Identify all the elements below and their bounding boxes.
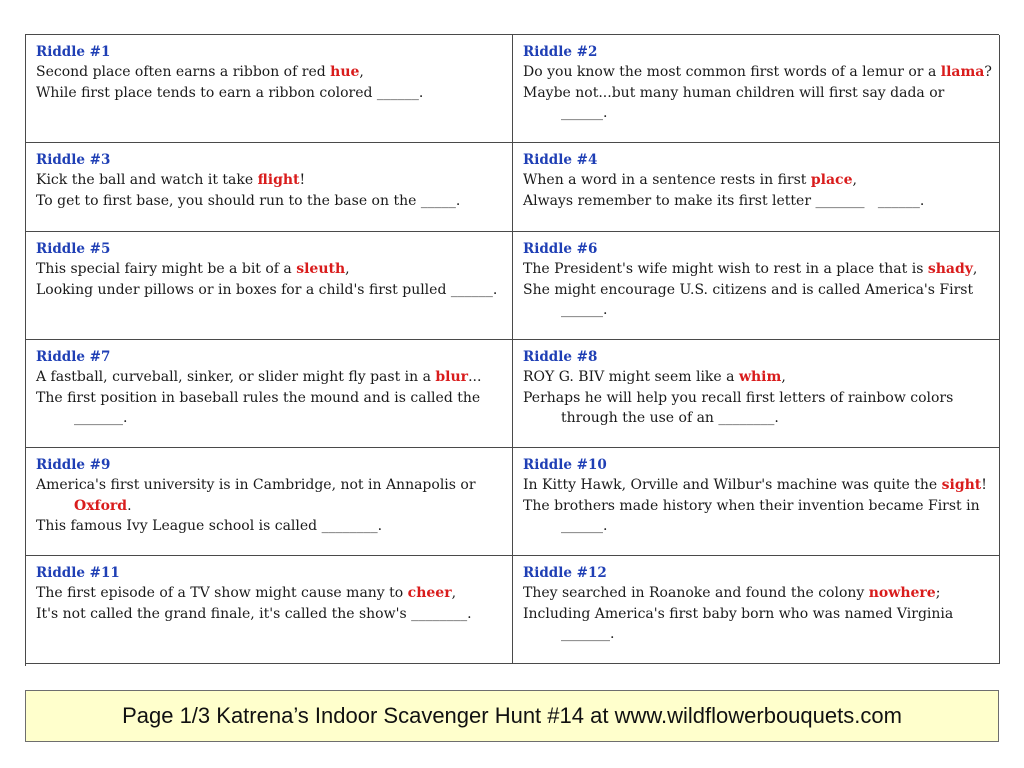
riddle-keyword: nowhere bbox=[868, 585, 936, 601]
riddle-cell-11 bbox=[26, 556, 513, 664]
riddle-title: Riddle #2 bbox=[523, 44, 598, 60]
riddle-line: This special fairy might be a bit of a sleuth, bbox=[36, 261, 350, 277]
riddle-keyword: llama bbox=[940, 64, 985, 80]
riddle-line: The brothers made history when their invention became First in bbox=[523, 497, 980, 514]
riddle-line: Looking under pillows or in boxes for a child's first pulled ______. bbox=[36, 281, 498, 298]
riddle-line: This famous Ivy League school is called ________. bbox=[36, 518, 383, 534]
riddle-line: They searched in Roanoke and found the colony nowhere; bbox=[523, 585, 941, 601]
riddle-line: A fastball, curveball, sinker, or slider might fly past in a blur... bbox=[36, 369, 482, 385]
riddle-line: To get to first base, you should run to the base on the _____. bbox=[36, 192, 461, 209]
riddle-line: Maybe not...but many human children will first say dada or bbox=[523, 84, 945, 101]
riddle-title: Riddle #6 bbox=[523, 241, 598, 257]
riddle-keyword: whim bbox=[738, 369, 782, 385]
riddle-keyword: blur bbox=[435, 369, 469, 385]
riddle-keyword: sleuth bbox=[296, 261, 346, 277]
riddle-keyword: flight bbox=[257, 172, 300, 188]
riddle-keyword: cheer bbox=[407, 585, 452, 601]
riddle-line: While first place tends to earn a ribbon colored ______. bbox=[36, 84, 424, 101]
riddle-grid bbox=[25, 34, 999, 666]
riddle-cell-3 bbox=[26, 143, 513, 232]
page-footer-banner: Page 1/3 Katrena’s Indoor Scavenger Hunt #14 at www.wildflowerbouquets.com bbox=[25, 690, 999, 742]
riddle-cell-7 bbox=[26, 340, 513, 448]
riddle-line: ______. bbox=[561, 518, 608, 534]
riddle-title: Riddle #11 bbox=[36, 565, 120, 581]
riddle-title: Riddle #10 bbox=[523, 457, 607, 473]
riddle-cell-1 bbox=[26, 35, 513, 143]
riddle-line: The first position in baseball rules the mound and is called the bbox=[36, 389, 481, 406]
riddle-line: Perhaps he will help you recall first letters of rainbow colors bbox=[523, 389, 954, 406]
riddle-line: The first episode of a TV show might cause many to cheer, bbox=[36, 585, 457, 601]
riddle-line: Oxford. bbox=[74, 497, 132, 514]
riddle-title: Riddle #4 bbox=[523, 152, 598, 168]
riddle-line: Kick the ball and watch it take flight! bbox=[36, 172, 306, 188]
riddle-cell-10 bbox=[513, 448, 1000, 556]
riddle-line: In Kitty Hawk, Orville and Wilbur's machine was quite the sight! bbox=[523, 477, 987, 493]
riddle-line: Do you know the most common first words of a lemur or a llama? bbox=[523, 64, 992, 80]
riddle-cell-6 bbox=[513, 232, 1000, 340]
riddle-line: ______. bbox=[561, 105, 608, 121]
riddle-title: Riddle #3 bbox=[36, 152, 111, 168]
riddle-line: When a word in a sentence rests in first place, bbox=[523, 172, 857, 188]
riddle-cell-8 bbox=[513, 340, 1000, 448]
riddle-keyword: hue bbox=[330, 64, 360, 80]
riddle-keyword: sight bbox=[941, 477, 982, 493]
riddle-title: Riddle #5 bbox=[36, 241, 111, 257]
riddle-line: Including America's first baby born who was named Virginia bbox=[523, 605, 954, 622]
riddle-line: Second place often earns a ribbon of red hue, bbox=[36, 64, 364, 80]
riddle-keyword: Oxford bbox=[74, 497, 128, 514]
riddle-title: Riddle #1 bbox=[36, 44, 111, 60]
riddle-line: _______. bbox=[74, 410, 128, 426]
riddle-title: Riddle #9 bbox=[36, 457, 111, 473]
riddle-keyword: place bbox=[810, 172, 853, 188]
riddle-line: through the use of an ________. bbox=[561, 410, 779, 426]
riddle-line: America's first university is in Cambridge, not in Annapolis or bbox=[36, 477, 476, 493]
riddle-cell-9 bbox=[26, 448, 513, 556]
riddle-cell-12 bbox=[513, 556, 1000, 664]
riddle-title: Riddle #12 bbox=[523, 565, 607, 581]
riddle-cell-2 bbox=[513, 35, 1000, 143]
riddle-title: Riddle #8 bbox=[523, 349, 598, 365]
riddle-line: She might encourage U.S. citizens and is called America's First bbox=[523, 281, 974, 298]
riddle-cell-4 bbox=[513, 143, 1000, 232]
riddle-line: Always remember to make its first letter _______ ______. bbox=[523, 192, 925, 209]
riddle-cell-5 bbox=[26, 232, 513, 340]
riddle-line: The President's wife might wish to rest in a place that is shady, bbox=[523, 261, 978, 277]
riddle-keyword: shady bbox=[927, 261, 973, 277]
riddle-line: ROY G. BIV might seem like a whim, bbox=[523, 369, 786, 385]
riddle-title: Riddle #7 bbox=[36, 349, 111, 365]
riddle-line: It's not called the grand finale, it's called the show's ________. bbox=[36, 605, 472, 622]
riddle-line: ______. bbox=[561, 302, 608, 318]
riddle-line: _______. bbox=[561, 626, 615, 642]
